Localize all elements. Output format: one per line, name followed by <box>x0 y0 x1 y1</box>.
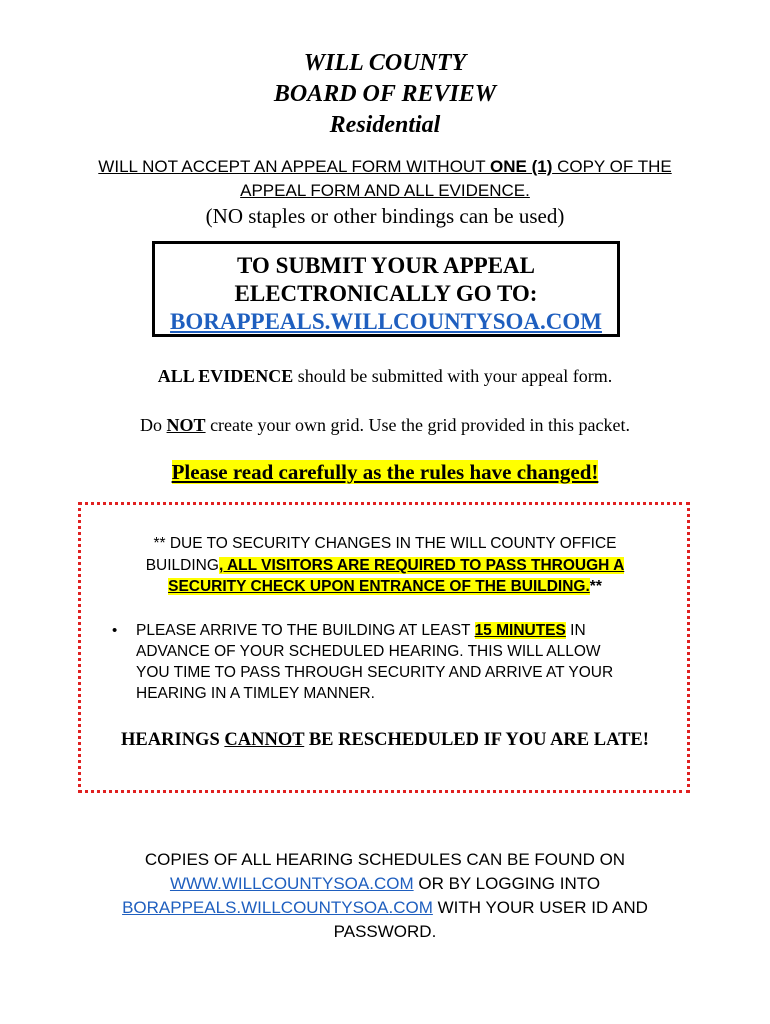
borappeals-link[interactable]: BORAPPEALS.WILLCOUNTYSOA.COM <box>170 309 602 334</box>
notice-part-1: WILL NOT ACCEPT AN APPEAL FORM WITHOUT <box>98 157 491 176</box>
arrive-line-3: YOU TIME TO PASS THROUGH SECURITY AND ARRIVE AT YOUR <box>136 664 614 681</box>
submit-line-1: TO SUBMIT YOUR APPEAL <box>237 253 535 278</box>
footer-line-2-post: OR BY LOGGING INTO <box>413 874 601 893</box>
footer-line-3-post: WITH YOUR USER ID AND <box>432 898 648 917</box>
arrive-line-2: ADVANCE OF YOUR SCHEDULED HEARING. THIS WILL ALLOW <box>136 643 601 660</box>
hearings-warning <box>0 728 770 752</box>
submit-electronic-box <box>152 241 620 337</box>
footer-borappeals-link[interactable]: BORAPPEALS.WILLCOUNTYSOA.COM <box>122 898 433 917</box>
arrive-line-1 <box>136 620 681 641</box>
arrive-pre: PLEASE ARRIVE TO THE BUILDING AT LEAST <box>136 622 475 639</box>
security-check-entrance: SECURITY CHECK UPON ENTRANCE OF THE BUILDING. <box>168 578 590 595</box>
arrive-post: IN <box>565 622 586 639</box>
footer-line-4: PASSWORD. <box>333 922 437 941</box>
hearings-post: BE RESCHEDULED IF YOU ARE LATE! <box>304 730 649 750</box>
security-line-3 <box>0 576 770 597</box>
title-residential: Residential <box>329 112 441 138</box>
evidence-rest: should be submitted with your appeal form. <box>293 366 613 386</box>
bullet-dot: • <box>112 622 118 639</box>
evidence-note <box>0 365 770 387</box>
grid-rest: create your own grid. Use the grid provided in this packet. <box>205 415 630 435</box>
hearings-pre: HEARINGS <box>121 730 225 750</box>
rules-changed-line <box>0 459 770 485</box>
no-staples-note: (NO staples or other bindings can be used) <box>205 204 565 228</box>
willcountysoa-link[interactable]: WWW.WILLCOUNTYSOA.COM <box>169 874 414 893</box>
security-line-2 <box>0 555 770 576</box>
notice-line-2: APPEAL FORM AND ALL EVIDENCE. <box>240 181 530 200</box>
submit-line-2: ELECTRONICALLY GO TO: <box>234 281 538 306</box>
security-visitors-required: , ALL VISITORS ARE REQUIRED TO PASS THROUGH A <box>218 557 625 574</box>
rules-changed-notice: Please read carefully as the rules have changed! <box>171 460 599 484</box>
title-county: WILL COUNTY <box>303 50 467 76</box>
grid-note <box>0 414 770 436</box>
security-building: BUILDING <box>145 557 219 574</box>
evidence-bold: ALL EVIDENCE <box>157 366 294 386</box>
hearings-cannot: CANNOT <box>224 730 305 750</box>
footer-line-3 <box>0 896 770 920</box>
security-line-1: ** DUE TO SECURITY CHANGES IN THE WILL COUNTY OFFICE <box>153 535 617 552</box>
title-board: BOARD OF REVIEW <box>273 81 497 107</box>
notice-copy-count: ONE (1) <box>490 157 553 176</box>
security-asterisks: ** <box>589 578 602 595</box>
notice-part-3: COPY OF THE <box>552 157 672 176</box>
footer-line-2 <box>0 872 770 896</box>
footer-line-1: COPIES OF ALL HEARING SCHEDULES CAN BE FOUND ON <box>144 850 626 869</box>
arrive-line-4: HEARING IN A TIMLEY MANNER. <box>136 685 375 702</box>
grid-not: NOT <box>166 415 206 435</box>
notice-line-1 <box>0 155 770 178</box>
grid-pre: Do <box>140 415 167 435</box>
arrive-15-minutes: 15 MINUTES <box>474 622 566 639</box>
